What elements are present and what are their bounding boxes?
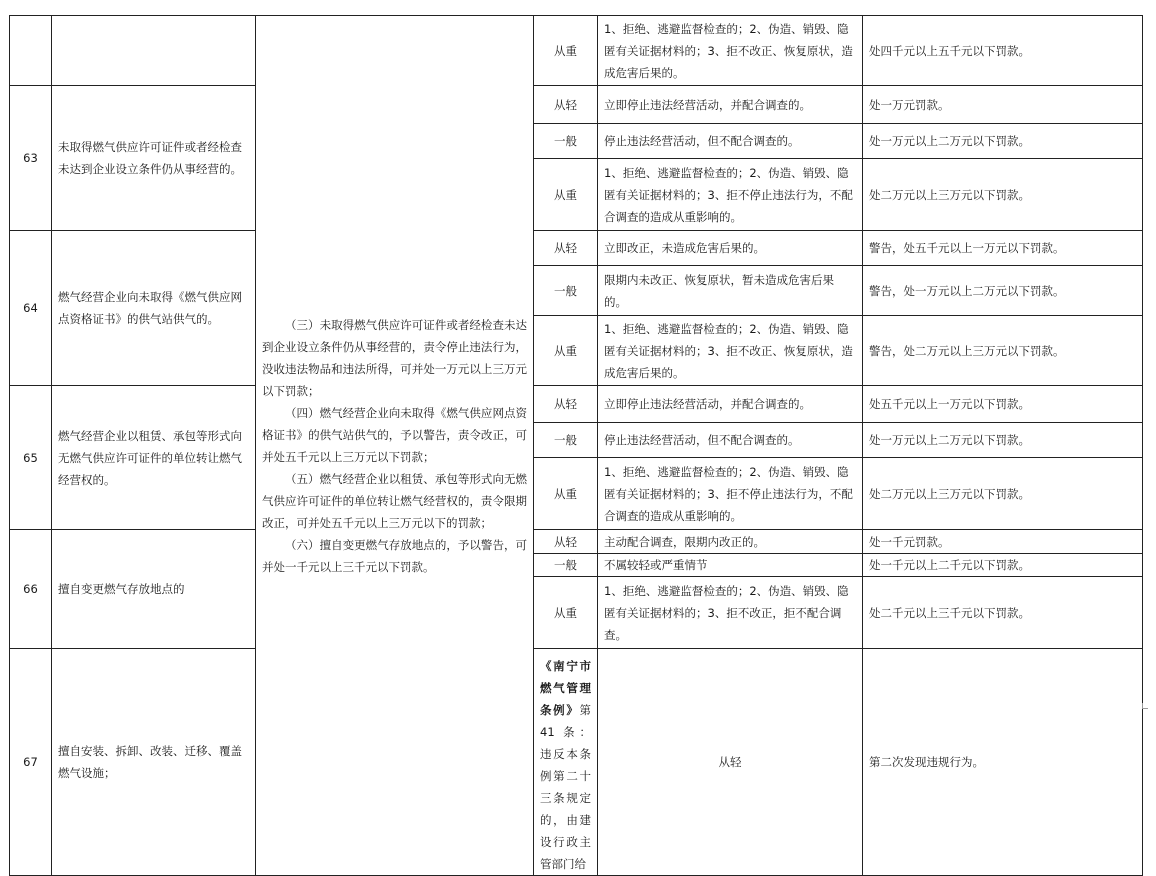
circumstance-cell: 立即停止违法经营活动，并配合调查的。	[598, 86, 863, 124]
basis-paragraph: （三）未取得燃气供应许可证件或者经检查未达到企业设立条件仍从事经营的，责令停止违法行为，没收违法物品和违法所得，可并处一万元以上三万元以下罚款；	[262, 317, 527, 398]
violation-subject-cell	[52, 16, 256, 86]
table-row	[10, 530, 1143, 554]
basis-paragraph	[540, 655, 591, 875]
legal-basis-cell	[256, 16, 534, 876]
penalty-cell: 警告，处五千元以上一万元以下罚款。	[863, 231, 1143, 266]
circumstance-cell: 1、拒绝、逃避监督检查的；2、伪造、销毁、隐匿有关证据材料的；3、拒不改正，拒不配合调查。	[598, 577, 863, 649]
circumstance-cell: 1、拒绝、逃避监督检查的；2、伪造、销毁、隐匿有关证据材料的；3、拒不改正、恢复原状，造成危害后果的。	[598, 316, 863, 386]
circumstance-cell: 立即改正，未造成危害后果的。	[598, 231, 863, 266]
penalty-standard-table	[9, 15, 1143, 876]
penalty-cell: 处二万元以上三万元以下罚款。	[863, 159, 1143, 231]
table-row	[10, 231, 1143, 266]
circumstance-cell: 第二次发现违规行为。	[863, 649, 1143, 876]
severity-level-cell: 从重	[534, 316, 598, 386]
table-row	[10, 16, 1143, 86]
penalty-cell: 处一千元罚款。	[863, 530, 1143, 554]
severity-level-cell: 一般	[534, 266, 598, 316]
severity-level-cell: 一般	[534, 124, 598, 159]
regulation-title: 《南宁市燃气管理条例》	[540, 659, 591, 717]
penalty-cell: 警告，处二万元以上三万元以下罚款。	[863, 316, 1143, 386]
severity-level-cell: 从重	[534, 458, 598, 530]
basis-paragraph: （四）燃气经营企业向未取得《燃气供应网点资格证书》的供气站供气的，予以警告，责令改正，可并处五千元以上三万元以下罚款；	[262, 405, 527, 464]
circumstance-cell: 主动配合调查，限期内改正的。	[598, 530, 863, 554]
circumstance-cell: 不属较轻或严重情节	[598, 554, 863, 577]
item-number-cell: 65	[10, 386, 52, 530]
circumstance-cell: 立即停止违法经营活动，并配合调查的。	[598, 386, 863, 423]
penalty-cell: 处四千元以上五千元以下罚款。	[863, 16, 1143, 86]
severity-level-cell: 从轻	[534, 530, 598, 554]
violation-subject-cell: 未取得燃气供应许可证件或者经检查未达到企业设立条件仍从事经营的。	[52, 86, 256, 231]
severity-level-cell: 从重	[534, 159, 598, 231]
penalty-cell: 处一万元以上二万元以下罚款。	[863, 124, 1143, 159]
severity-level-cell: 从轻	[534, 86, 598, 124]
severity-level-cell: 从重	[534, 16, 598, 86]
penalty-cell: 处一千元以上二千元以下罚款。	[863, 554, 1143, 577]
severity-level-cell: 从轻	[534, 386, 598, 423]
penalty-cell: 处五千元以上一万元以下罚款。	[863, 386, 1143, 423]
circumstance-cell: 1、拒绝、逃避监督检查的；2、伪造、销毁、隐匿有关证据材料的；3、拒不改正、恢复原状，造成危害后果的。	[598, 16, 863, 86]
penalty-cell: 处一万元罚款。	[863, 86, 1143, 124]
violation-subject-cell: 擅自变更燃气存放地点的	[52, 530, 256, 649]
item-number-cell: 66	[10, 530, 52, 649]
table-row	[10, 649, 1143, 876]
penalty-cell: 处二万元以上三万元以下罚款。	[863, 458, 1143, 530]
circumstance-cell: 限期内未改正、恢复原状，暂未造成危害后果的。	[598, 266, 863, 316]
basis-paragraph: （六）擅自变更燃气存放地点的，予以警告，可并处一千元以上三千元以下罚款。	[262, 537, 527, 574]
legal-basis-cell	[534, 649, 598, 876]
item-number-cell	[10, 16, 52, 86]
circumstance-cell: 1、拒绝、逃避监督检查的；2、伪造、销毁、隐匿有关证据材料的；3、拒不停止违法行为，不配合调查的造成从重影响的。	[598, 159, 863, 231]
circumstance-cell: 1、拒绝、逃避监督检查的；2、伪造、销毁、隐匿有关证据材料的；3、拒不停止违法行为，不配合调查的造成从重影响的。	[598, 458, 863, 530]
item-number-cell: 64	[10, 231, 52, 386]
page-corner-mark	[1142, 703, 1148, 709]
violation-subject-cell: 擅自安装、拆卸、改装、迁移、覆盖燃气设施；	[52, 649, 256, 876]
severity-level-cell: 从重	[534, 577, 598, 649]
penalty-cell: 警告，处一万元以上二万元以下罚款。	[863, 266, 1143, 316]
violation-subject-cell: 燃气经营企业向未取得《燃气供应网点资格证书》的供气站供气的。	[52, 231, 256, 386]
severity-level-cell: 从轻	[598, 649, 863, 876]
severity-level-cell: 一般	[534, 423, 598, 458]
circumstance-cell: 停止违法经营活动，但不配合调查的。	[598, 423, 863, 458]
violation-subject-cell: 燃气经营企业以租赁、承包等形式向无燃气供应许可证件的单位转让燃气经营权的。	[52, 386, 256, 530]
regulation-clause: 第 41 条：违反本条例第二十三条规定的，由建设行政主管部门给	[540, 703, 591, 871]
item-number-cell: 63	[10, 86, 52, 231]
circumstance-cell: 停止违法经营活动，但不配合调查的。	[598, 124, 863, 159]
severity-level-cell: 从轻	[534, 231, 598, 266]
item-number-cell: 67	[10, 649, 52, 876]
table-row	[10, 86, 1143, 124]
penalty-cell: 处一万元以上二万元以下罚款。	[863, 423, 1143, 458]
table-row	[10, 386, 1143, 423]
basis-paragraph: （五）燃气经营企业以租赁、承包等形式向无燃气供应许可证件的单位转让燃气经营权的，责令限期改正，可并处五千元以上三万元以下的罚款；	[262, 471, 527, 530]
penalty-cell: 处二千元以上三千元以下罚款。	[863, 577, 1143, 649]
severity-level-cell: 一般	[534, 554, 598, 577]
